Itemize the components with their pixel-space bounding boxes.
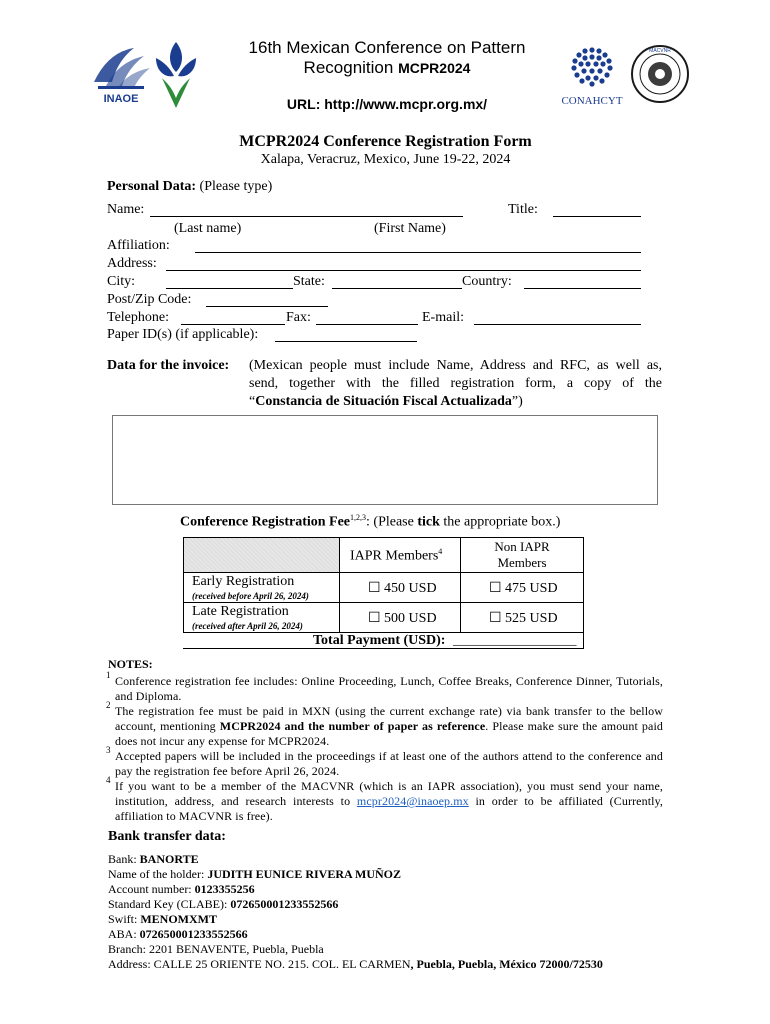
notes-heading: NOTES: xyxy=(108,657,153,671)
telephone-field[interactable] xyxy=(181,324,285,325)
bank-swift: Swift: MENOMXMT xyxy=(108,912,217,926)
invoice-heading: Data for the invoice: xyxy=(107,358,230,373)
note-1-number: 1 xyxy=(106,670,111,680)
fee-early-non-iapr[interactable]: ☐ 475 USD xyxy=(460,572,584,603)
inaoe-emblem-icon xyxy=(88,42,154,108)
fee-header-non-iapr: Non IAPR Members xyxy=(460,537,584,573)
total-payment-field[interactable]: ___________________ xyxy=(453,632,577,647)
name-label: Name: xyxy=(107,202,145,217)
fee-late-non-iapr[interactable]: ☐ 525 USD xyxy=(460,602,584,633)
conference-recognition: Recognition xyxy=(303,58,394,77)
fax-label: Fax: xyxy=(286,310,311,325)
personal-data-heading: Personal Data: (Please type) xyxy=(107,179,273,194)
address-label: Address: xyxy=(107,256,157,271)
telephone-label: Telephone: xyxy=(107,310,169,325)
veracruz-flower-icon xyxy=(154,38,198,112)
note-2-number: 2 xyxy=(106,700,111,710)
conference-acronym: MCPR2024 xyxy=(398,60,471,76)
country-field[interactable] xyxy=(524,288,641,289)
zip-label: Post/Zip Code: xyxy=(107,292,192,307)
bank-heading: Bank transfer data: xyxy=(108,829,226,844)
svg-text:INAOE: INAOE xyxy=(103,93,139,105)
affiliation-label: Affiliation: xyxy=(107,238,170,253)
invoice-textbox[interactable] xyxy=(112,415,658,505)
fee-row-late: Late Registration (received after April 26, 2024) xyxy=(183,602,340,633)
registration-email-link[interactable]: mcpr2024@inaoep.mx xyxy=(356,794,469,808)
city-field[interactable] xyxy=(166,288,293,289)
bank-holder: Name of the holder: JUDITH EUNICE RIVERA MUÑOZ xyxy=(108,867,401,881)
conference-title-line2 xyxy=(212,58,562,78)
fees-heading: Conference Registration Fee$^{1,2,3}$: (Please tick the appropriate box.) xyxy=(180,513,561,530)
bank-aba: ABA: 072650001233552566 xyxy=(108,927,248,941)
email-field[interactable] xyxy=(474,324,641,325)
fee-row-early: Early Registration (received before April 26, 2024) xyxy=(183,572,340,603)
note-3-number: 3 xyxy=(106,745,111,755)
bank-branch: Branch: 2201 BENAVENTE, Puebla, Puebla xyxy=(108,942,324,956)
form-subtitle: Xalapa, Veracruz, Mexico, June 19-22, 2024 xyxy=(260,152,511,167)
fax-field[interactable] xyxy=(316,324,418,325)
invoice-line1: Data for the invoice: (Mexican people must include Name, Address and RFC, as well as, xyxy=(107,358,662,373)
macvnr-seal-icon xyxy=(630,44,690,104)
invoice-line2: send, together with the filled registration form, a copy of the xyxy=(249,376,662,391)
svg-text:MACVNR: MACVNR xyxy=(649,48,671,54)
email-label: E-mail: xyxy=(422,310,464,325)
veracruz-logo xyxy=(154,38,198,112)
zip-field[interactable] xyxy=(206,306,328,307)
fee-table xyxy=(183,537,584,649)
conahcyt-dots-icon xyxy=(556,42,628,112)
address-field[interactable] xyxy=(166,270,641,271)
affiliation-field[interactable] xyxy=(195,252,641,253)
title-field[interactable] xyxy=(553,216,641,217)
svg-text:CONAHCYT: CONAHCYT xyxy=(561,95,623,107)
state-field[interactable] xyxy=(332,288,462,289)
note-2: The registration fee must be paid in MXN (using the current exchange rate) via bank transfer to the bellow account, mentioning MCPR2024 and the number of paper as reference. Please make sure the amount paid does not incur any expense for MCPR2024. xyxy=(115,704,663,748)
conahcyt-logo xyxy=(556,42,628,112)
city-label: City: xyxy=(107,274,136,289)
conference-url[interactable]: URL: http://www.mcpr.org.mx/ xyxy=(286,96,488,112)
note-4: If you want to be a member of the MACVNR (which is an IAPR association), you must send your name, institution, address, and research interests to mcpr2024@inaoep.mx in order to be affiliated (Currently, affiliation to MACVNR is free). xyxy=(115,779,663,823)
state-label: State: xyxy=(293,274,325,289)
inaoe-logo xyxy=(88,42,154,108)
macvnr-logo xyxy=(630,44,690,104)
title-label: Title: xyxy=(508,202,538,217)
last-name-caption: (Last name) xyxy=(174,221,242,236)
bank-name: Bank: BANORTE xyxy=(108,852,199,866)
paper-id-field[interactable] xyxy=(275,341,417,342)
fee-header-iapr: IAPR Members$^4$ xyxy=(339,537,461,573)
note-4-number: 4 xyxy=(106,775,111,785)
name-field[interactable] xyxy=(150,216,463,217)
invoice-line3: “Constancia de Situación Fiscal Actualizada”) xyxy=(249,394,523,409)
bank-account: Account number: 0123355256 xyxy=(108,882,255,896)
paper-id-label: Paper ID(s) (if applicable): xyxy=(107,327,259,342)
total-payment-label: Total Payment (USD): xyxy=(313,633,446,648)
bank-clabe: Standard Key (CLABE): 072650001233552566 xyxy=(108,897,339,911)
note-3: Accepted papers will be included in the proceedings if at least one of the authors attend to the conference and pay the registration fee before April 26, 2024. xyxy=(115,749,663,778)
conference-title-line1: 16th Mexican Conference on Pattern xyxy=(248,38,526,57)
fee-late-iapr[interactable]: ☐ 500 USD xyxy=(339,602,461,633)
fee-early-iapr[interactable]: ☐ 450 USD xyxy=(339,572,461,603)
fee-header-empty xyxy=(183,537,340,573)
first-name-caption: (First Name) xyxy=(374,221,446,236)
country-label: Country: xyxy=(462,274,512,289)
form-title: MCPR2024 Conference Registration Form xyxy=(239,133,532,150)
note-1: Conference registration fee includes: Online Proceeding, Lunch, Coffee Breaks, Conference Dinner, Tutorials, and Diploma. xyxy=(115,674,663,703)
bank-address: Address: CALLE 25 ORIENTE NO. 215. COL. EL CARMEN, Puebla, Puebla, México 72000/72530 xyxy=(108,957,603,971)
